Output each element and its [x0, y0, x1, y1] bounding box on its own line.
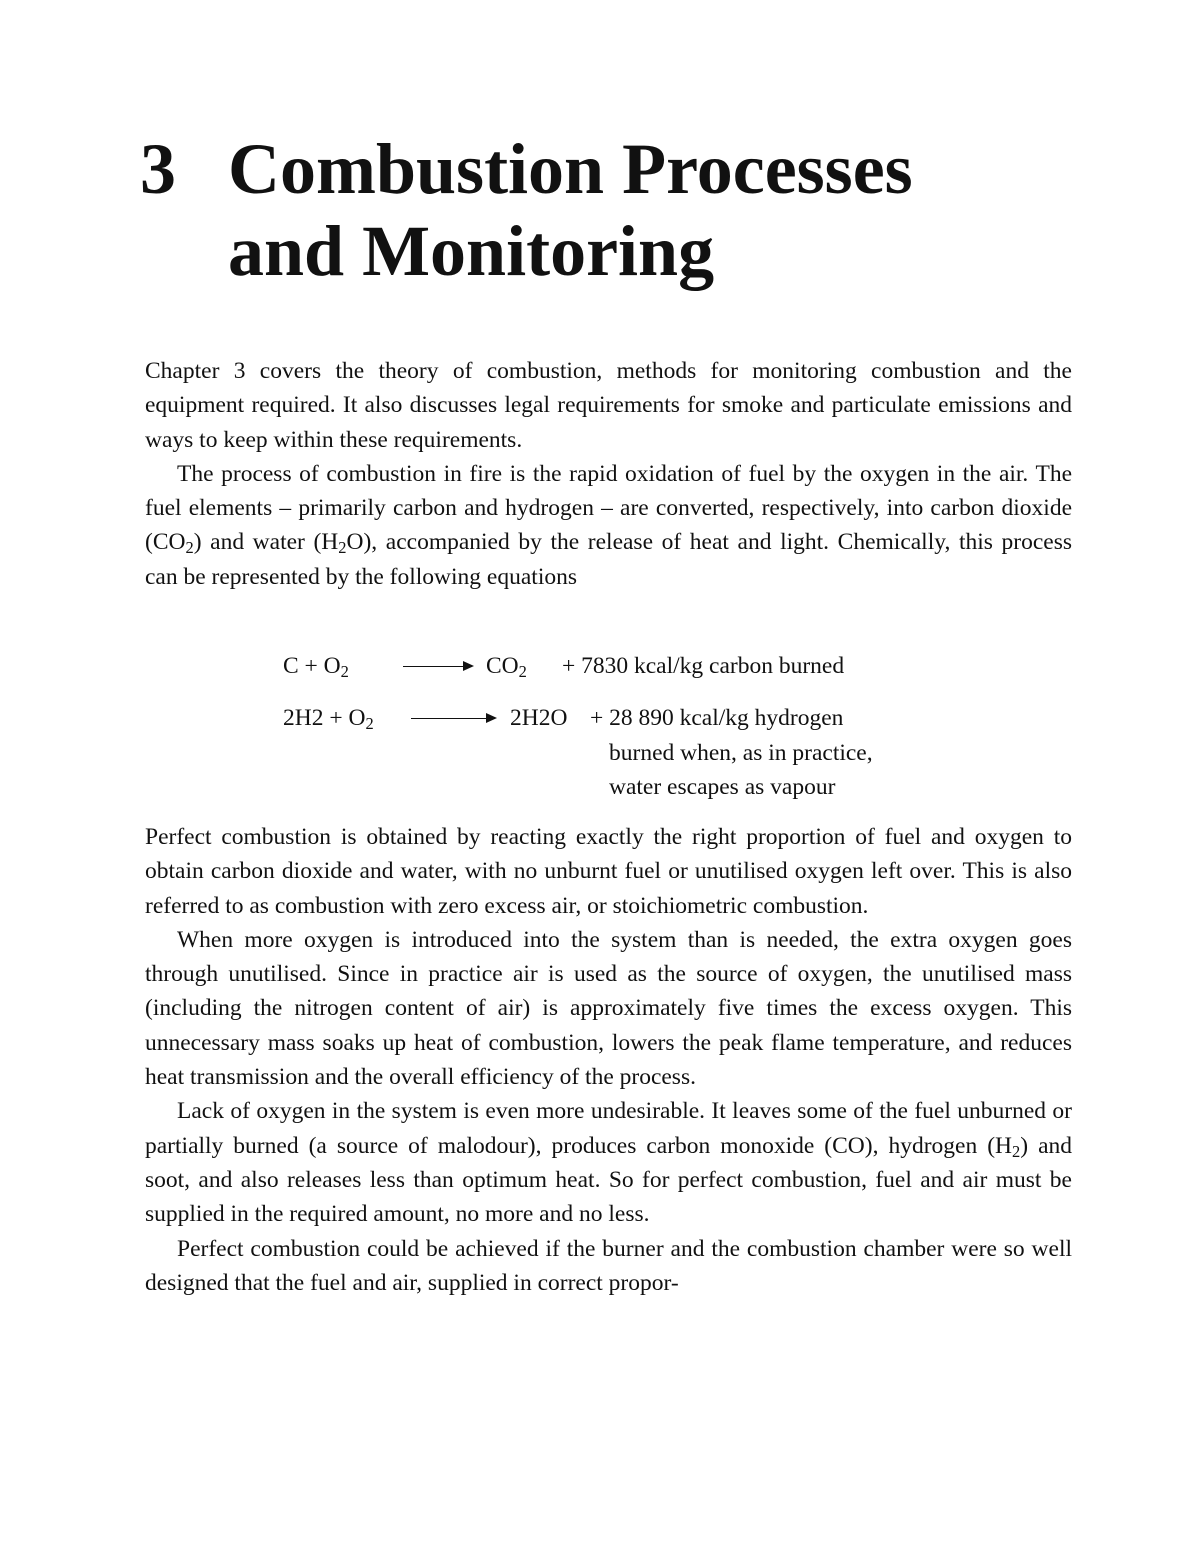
- paragraph-excess-oxygen: When more oxygen is introduced into the system than is needed, the extra oxygen goes through unutilised. Since in practice air is used as the source of oxygen, the unutilised mass (including the nitrogen content of air) is approximately five times the excess oxygen. This unnecessary mass soaks up heat of combustion, lowers the peak flame temperature, and reduces heat transmission and the overall efficiency of the process.: [145, 926, 1072, 1091]
- equation-1-arrow: [403, 666, 472, 668]
- paragraph-perfect-combustion: Perfect combustion is obtained by reacting exactly the right proportion of fuel and oxygen to obtain carbon dioxide and water, with no unburnt fuel or unutilised oxygen left over. This is also referred to as combustion with zero excess air, or stoichiometric combustion.: [145, 824, 1072, 919]
- equation-1-product: $CO_2$: [486, 653, 527, 682]
- equation-2-product: 2H2O: [510, 705, 568, 731]
- equation-2-arrow: [411, 718, 495, 720]
- paragraph-chapter-summary: Chapter 3 covers the theory of combustion, methods for monitoring combustion and the equipment required. It also discusses legal requirements for smoke and particulate emissions and ways to keep within these requirements.: [145, 358, 1072, 453]
- equation-1-energy: + 7830 kcal/kg carbon burned: [562, 653, 845, 679]
- equation-2-reactants: $2H2 + O_2$: [283, 705, 374, 734]
- paragraph-burner-design: Perfect combustion could be achieved if the burner and the combustion chamber were so well designed that the fuel and air, supplied in correct propor-: [145, 1235, 1072, 1296]
- equation-2-energy-line-2: burned when, as in practice,: [609, 740, 873, 766]
- intro-text: [145, 354, 1072, 594]
- paragraph-lack-of-oxygen: Lack of oxygen in the system is even more undesirable. It leaves some of the fuel unburned or partially burned (a source of malodour), produces carbon monoxide (CO), hydrogen $(H_2)$ and soot, and also releases less than optimum heat. So for perfect combustion, fuel and air must be supplied in the required amount, no more and no less.: [145, 1098, 1072, 1228]
- chapter-title-line-2: and Monitoring: [228, 211, 715, 291]
- paragraph-combustion-process: The process of combustion in fire is the rapid oxidation of fuel by the oxygen in the air. The fuel elements – primarily carbon and hydrogen – are converted, respectively, into carbon dioxide $(CO_2)$ and water $(H_2O)$, accompanied by the release of heat and light. Chemically, this process can be represented by the following equations: [145, 460, 1072, 590]
- main-text: [145, 820, 1072, 1300]
- chapter-number: 3: [140, 129, 176, 209]
- equation-2-energy-line-1: + 28 890 kcal/kg hydrogen: [590, 705, 844, 731]
- equation-1-reactants: $C + O_2$: [283, 653, 349, 682]
- equation-2-energy-line-3: water escapes as vapour: [609, 774, 836, 800]
- chapter-title-line-1: Combustion Processes: [228, 129, 913, 209]
